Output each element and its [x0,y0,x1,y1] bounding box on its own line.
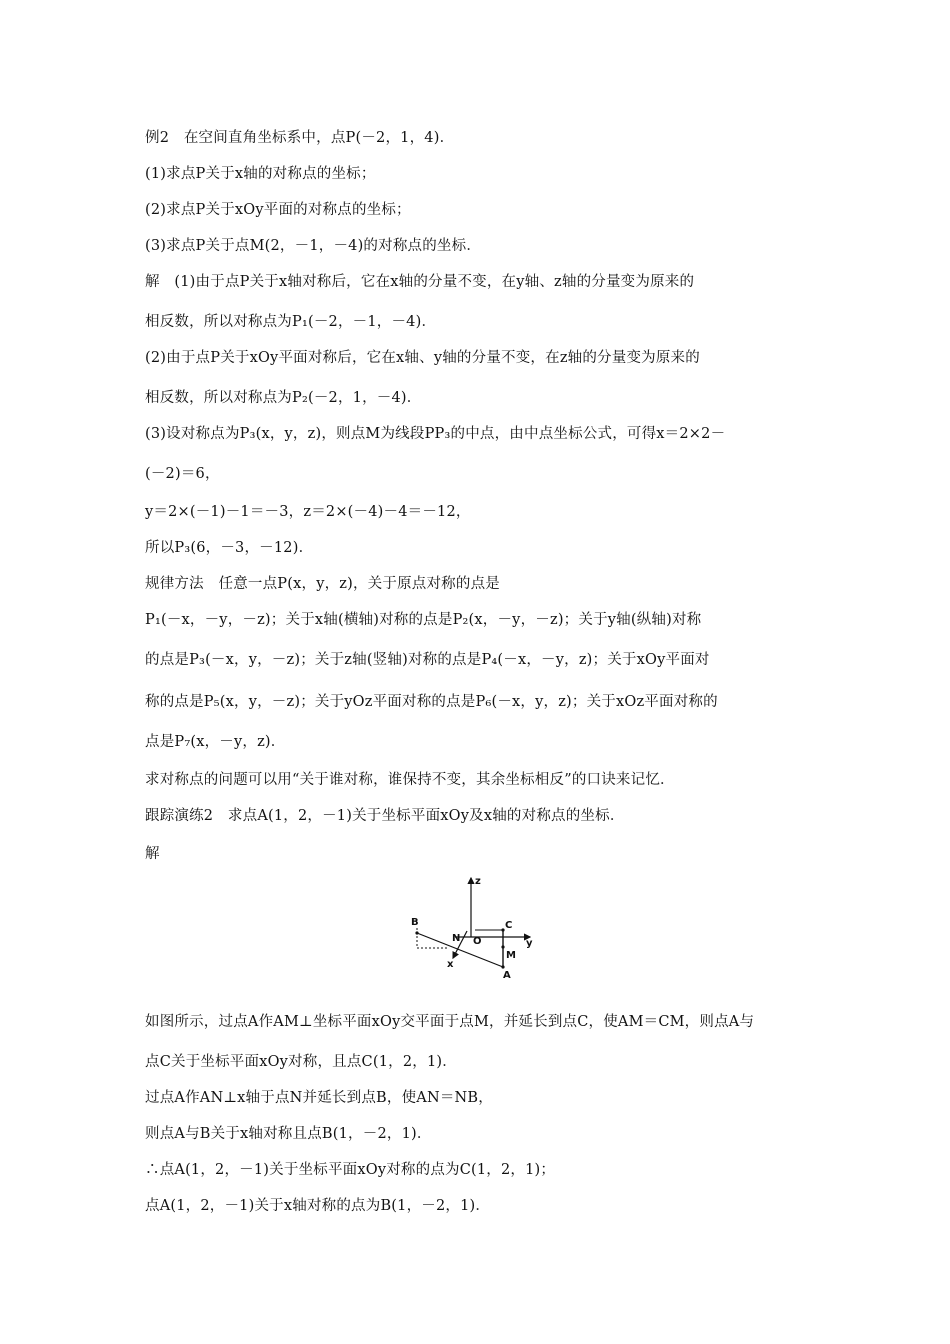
solution-1-line-2: 相反数，所以对称点为P₁(－2，－1，－4)． [145,314,437,330]
label-m: M [506,950,516,961]
label-y: y [526,938,533,949]
answer-line-4: 则点A与B关于x轴对称且点B(1，－2，1)． [145,1126,432,1142]
label-a: A [503,970,511,980]
method-intro: 规律方法 任意一点P(x，y，z)，关于原点对称的点是 [145,576,500,592]
answer-line-3: 过点A作AN⊥x轴于点N并延长到点B，使AN＝NB， [145,1090,493,1106]
point-a [501,965,504,968]
method-line-3: 称的点是P₅(x，y，－z)；关于yOz平面对称的点是P₆(－x，y，z)；关于xOz平面对称的 [145,694,718,710]
mnemonic: 求对称点的问题可以用“关于谁对称，谁保持不变，其余坐标相反”的口诀来记忆． [145,772,675,788]
exercise-title: 跟踪演练2 求点A(1，2，－1)关于坐标平面xOy及x轴的对称点的坐标． [145,808,625,824]
point-b [415,931,418,934]
answer-line-5: ∴点A(1，2，－1)关于坐标平面xOy对称的点为C(1，2，1)； [145,1162,556,1178]
solution-2-line-2: 相反数，所以对称点为P₂(－2，1，－4)． [145,390,422,406]
label-c: C [505,920,513,931]
method-line-2: 的点是P₃(－x，y，－z)；关于z轴(竖轴)对称的点是P₄(－x，－y，z)；关于xOy平面对 [145,652,710,668]
label-o: O [473,936,482,947]
answer-line-2: 点C关于坐标平面xOy对称，且点C(1，2，1)． [145,1054,457,1070]
answer-line-6: 点A(1，2，－1)关于x轴对称的点为B(1，－2，1)． [145,1198,491,1214]
label-n: N [452,933,461,944]
solution-1-line-1: 解 (1)由于点P关于x轴对称后，它在x轴的分量不变，在y轴、z轴的分量变为原来的 [145,274,695,290]
method-line-4: 点是P₇(x，－y，z)． [145,734,286,750]
label-x: x [447,959,454,970]
coordinate-figure [405,870,545,980]
method-line-1: P₁(－x，－y，－z)；关于x轴(横轴)对称的点是P₂(x，－y，－z)；关于y轴(纵轴)对称 [145,612,702,628]
solution-3-line-1: (3)设对称点为P₃(x，y，z)，则点M为线段PP₃的中点，由中点坐标公式，可得x＝2×2－ [145,426,726,442]
answer-line-1: 如图所示，过点A作AM⊥坐标平面xOy交平面于点M，并延长到点C，使AM＝CM，则点A与 [145,1014,755,1030]
question-1: (1)求点P关于x轴的对称点的坐标； [145,166,376,182]
question-2: (2)求点P关于xOy平面的对称点的坐标； [145,202,411,218]
solution-2-line-1: (2)由于点P关于xOy平面对称后，它在x轴、y轴的分量不变，在z轴的分量变为原来的 [145,350,700,366]
label-b: B [411,917,419,928]
example-title: 例2 在空间直角坐标系中，点P(－2，1，4)． [145,130,455,146]
solution-3-line-2: (－2)＝6， [145,466,220,482]
solution-3-line-3: y＝2×(－1)－1＝－3，z＝2×(－4)－4＝－12， [145,504,471,520]
exercise-solution-label: 解 [145,846,160,862]
point-m [501,945,504,948]
solution-3-line-4: 所以P₃(6，－3，－12)． [145,540,314,556]
question-3: (3)求点P关于点M(2，－1，－4)的对称点的坐标． [145,238,482,254]
label-z: z [475,876,481,887]
